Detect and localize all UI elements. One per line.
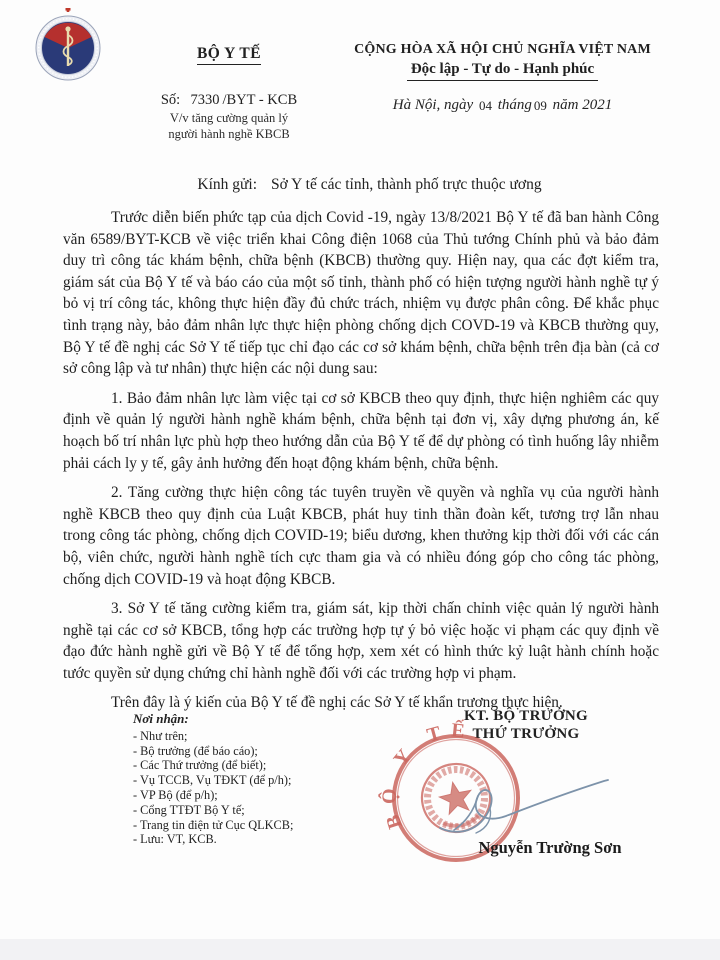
reference-number-line: Số: 7330 /BYT - KCB [160,92,298,108]
recipients-block [133,712,293,847]
national-header-line2: Độc lập - Tự do - Hạnh phúc [407,61,598,81]
recipients-item: - Như trên; [133,728,188,743]
salutation-recipient: Sở Y tế các tỉnh, thành phố trực thuộc ương [271,176,542,193]
reference-number: 7330 [190,92,220,108]
issuer-column [118,45,340,142]
recipients-item: - VP Bộ (để p/h); [133,787,218,802]
ministry-of-health-logo-icon [33,8,103,87]
handwritten-signature [432,736,672,846]
subject-line: V/v tăng cường quản lý người hành nghề KBCB [168,111,290,141]
dateline: Hà Nội, ngày 04 tháng 09 năm 2021 [392,97,613,113]
item-1-paragraph: 1. Bảo đảm nhân lực làm việc tại cơ sở KBCB theo quy định, thực hiện nghiêm các quy định về quản lý người hành nghề khám bệnh, chữa bệnh tại đơn vị, xây dựng phương án, kế hoạch bố trí nhân lực phù hợp theo hướng dẫn của Bộ Y tế để dự phòng có tình huống lây nhiễm phải cách ly y tế, gây ảnh hưởng đến hoạt động khám bệnh, chữa bệnh. [63,389,659,472]
item-2-paragraph: 2. Tăng cường thực hiện công tác tuyên truyền về quyền và nghĩa vụ của người hành nghề KBCB theo quy định của Luật KBCB, phát huy tinh thần đoàn kết, tương trợ lẫn nhau trong công tác phòng, chống dịch COVID-19; biểu dương, khen thưởng kịp thời đối với các cán bộ, viên chức, người hành nghề tích cực tham gia và có nhiều đóng góp cho công tác phòng, chống dịch COVID-19 và hoạt động KBCB. [63,484,659,588]
signer-name: Nguyễn Trường Sơn [478,838,622,857]
intro-paragraph: Trước diễn biến phức tạp của dịch Covid -19, ngày 13/8/2021 Bộ Y tế đã ban hành Công văn 6589/BYT-KCB về việc triển khai Công điện 1068 của Thủ tướng Chính phủ và bảo đảm duy trì công tác khám bệnh, chữa bệnh (KBCB) thường quy. Hiện nay, qua các đợt kiểm tra, giám sát của Bộ Y tế và báo cáo của một số tỉnh, thành phố có hiện tượng người hành nghề tự ý bỏ vị trí công tác, không thực hiện đầy đủ chức trách, nhiệm vụ được phân công. Để khắc phục tình trạng này, bảo đảm nhân lực thực hiện phòng chống dịch COVD-19 và KBCB thường quy, Bộ Y tế đề nghị các Sở Y tế tiếp tục chỉ đạo các cơ sở khám bệnh, chữa bệnh trên địa bàn (cả cơ sở công lập và tư nhân) thực hiện các nội dung sau: [63,209,659,378]
signer-title-2: THỨ TRƯỞNG [472,726,580,742]
recipients-item: - Cổng TTĐT Bộ Y tế; [133,802,245,817]
recipients-item: - Bộ trưởng (để báo cáo); [133,743,258,758]
recipients-label: Nơi nhận: [133,711,189,726]
letter-body [63,207,659,722]
recipients-item: - Các Thứ trưởng (để biết); [133,758,267,773]
recipients-item: - Trang tin điện tử Cục QLKCB; [133,817,294,832]
national-header-line1: CỘNG HÒA XÃ HỘI CHỦ NGHĨA VIỆT NAM [354,42,651,57]
scan-bottom-strip [0,939,720,960]
closing-paragraph: Trên đây là ý kiến của Bộ Y tế đề nghị các Sở Y tế khẩn trương thực hiện. [111,694,563,712]
signer-title-1: KT. BỘ TRƯỞNG [463,708,589,724]
national-header [335,42,670,114]
date-day: 04 [478,98,492,113]
recipients-item: - Lưu: VT, KCB. [133,832,217,847]
issuer-name: BỘ Y TẾ [197,45,261,65]
salutation-label: Kính gửi: [197,176,258,193]
recipients-item: - Vụ TCCB, Vụ TĐKT (để p/h); [133,773,292,788]
seal-text: BỘ Y TẾ [378,719,475,832]
salutation-line [63,176,658,194]
date-month: 09 [533,98,547,113]
item-3-paragraph: 3. Sở Y tế tăng cường kiểm tra, giám sát, kịp thời chấn chỉnh việc quản lý người hành nghề tại các cơ sở KBCB, tổng hợp các trường hợp tự ý bỏ việc hoặc vi phạm các quy định về đạo đức hành nghề gửi về Bộ Y tế để tổng hợp, xem xét có hình thức kỷ luật hành chính hoặc tước quyền sử dụng chứng chỉ hành nghề đối với các trường hợp vi phạm. [63,600,659,682]
